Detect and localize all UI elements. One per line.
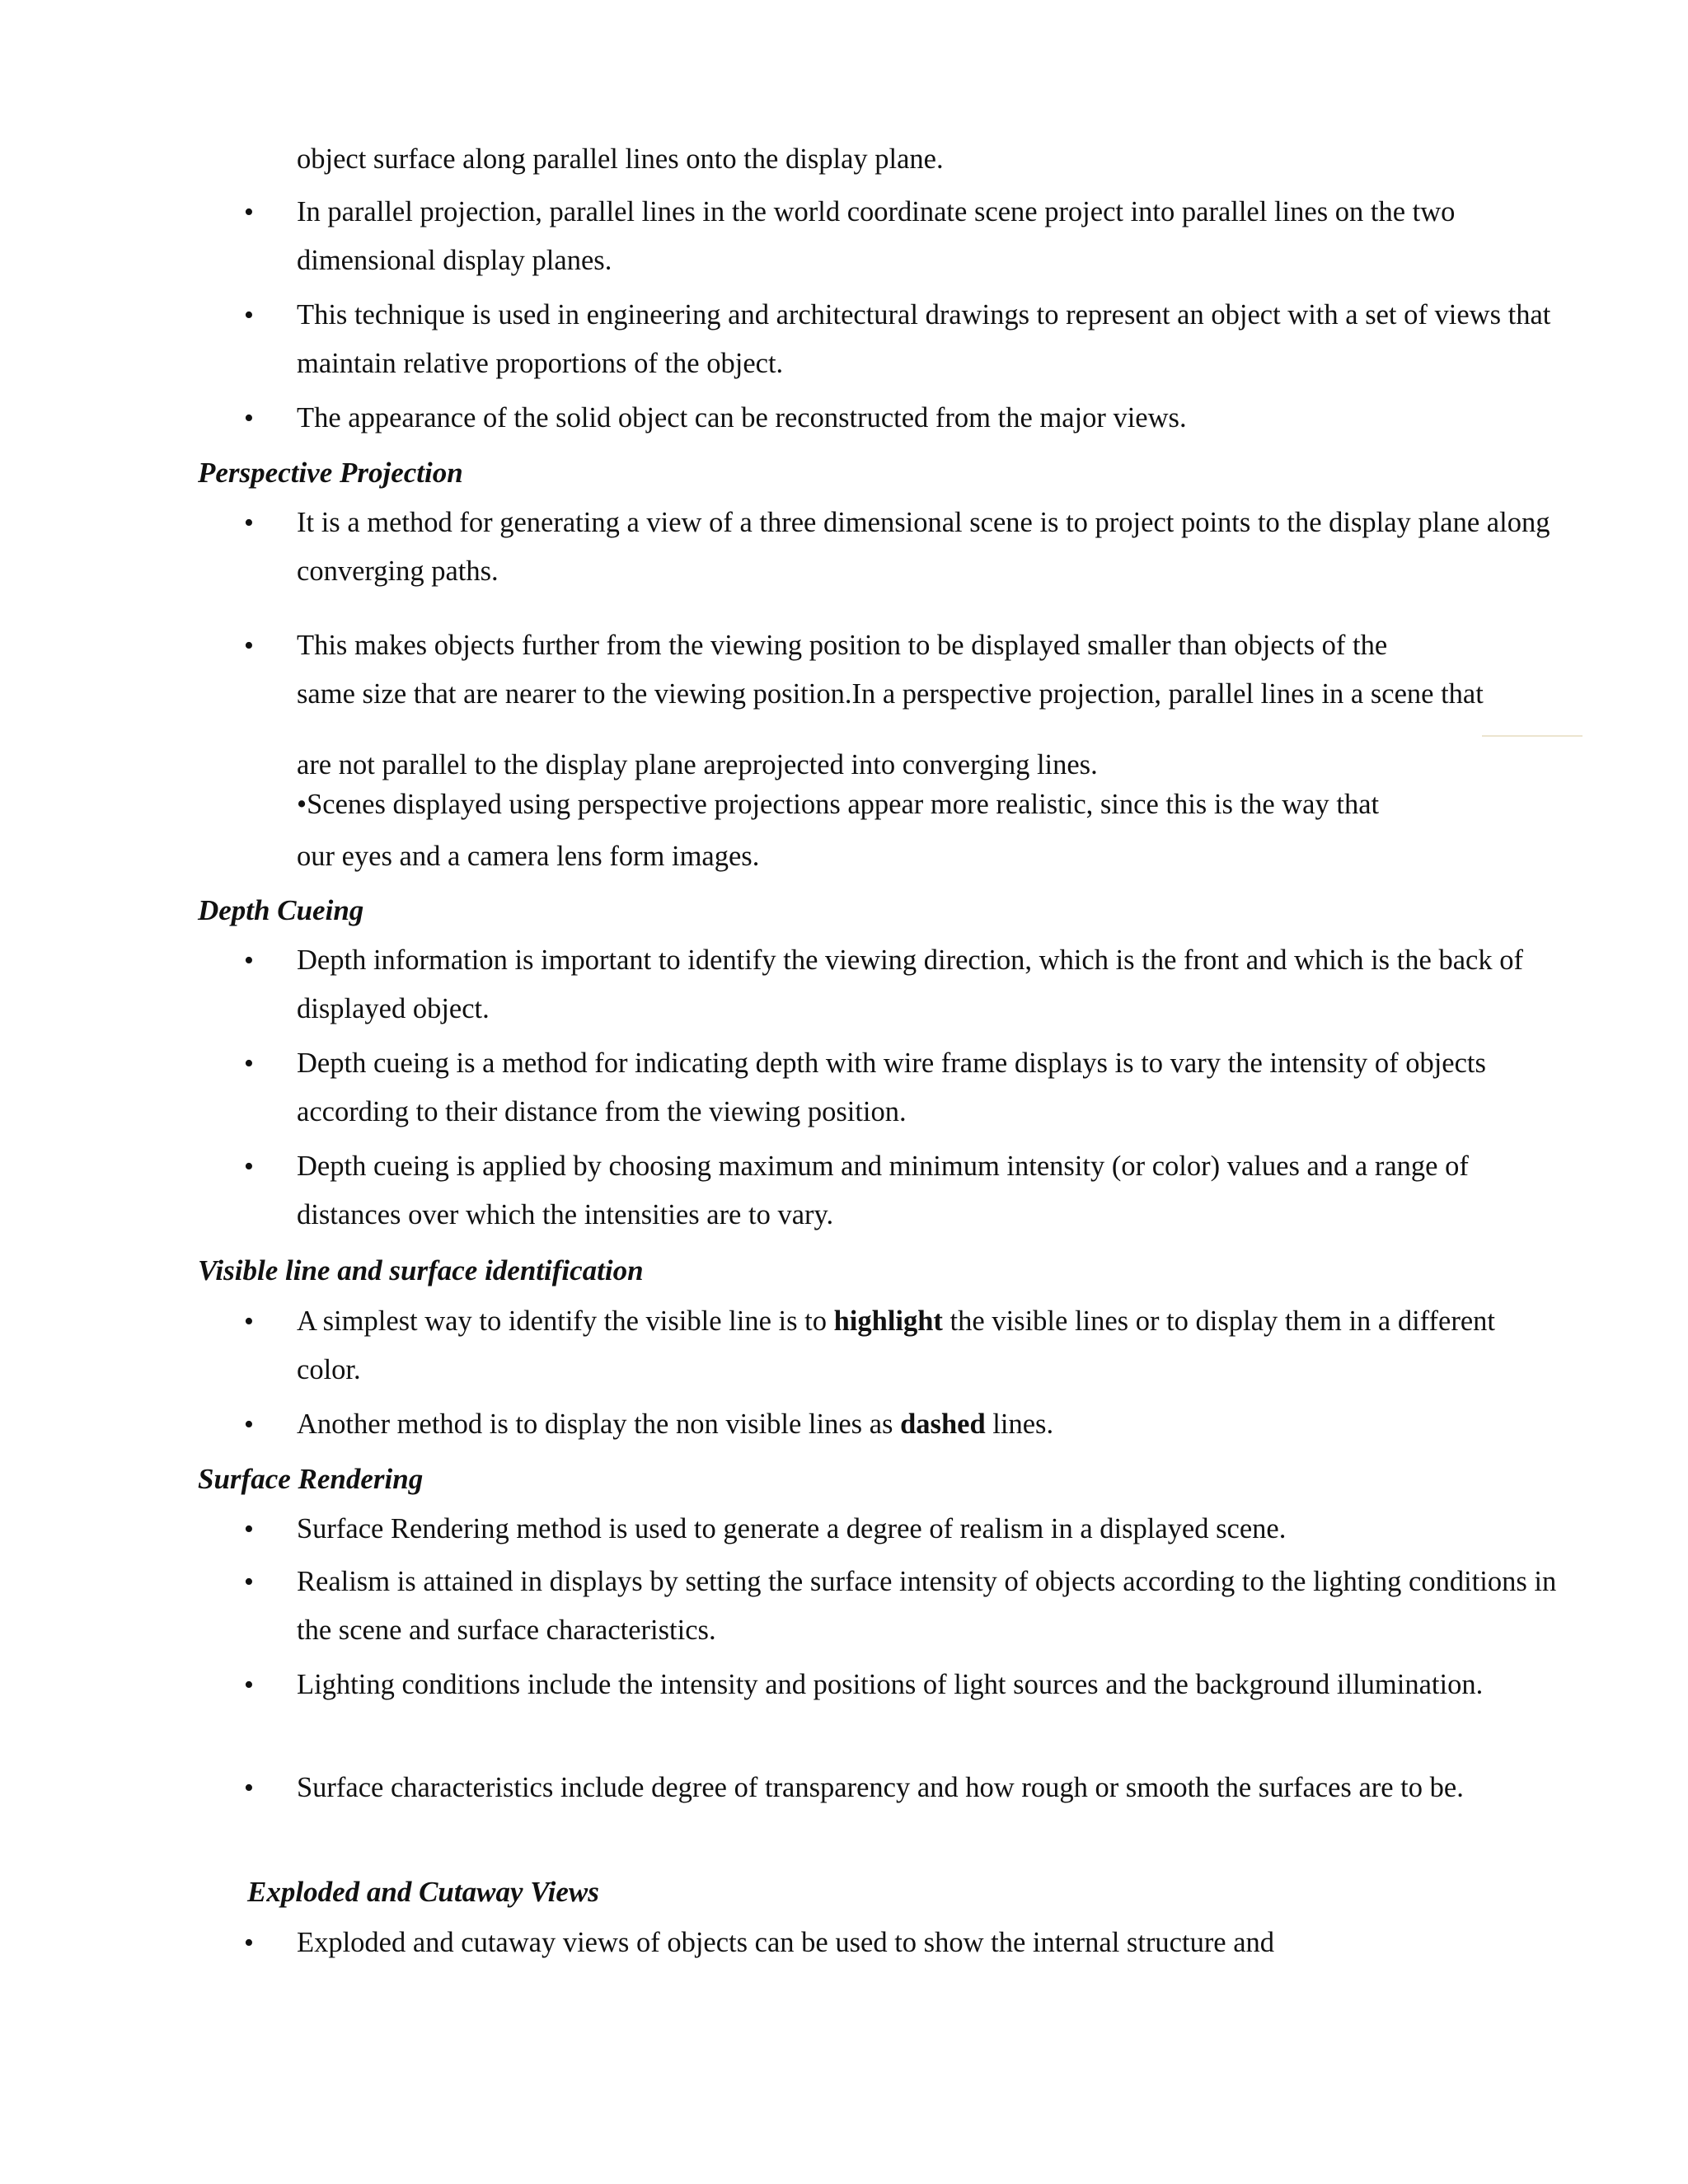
visible-bullet-2-text-b: lines. (985, 1408, 1054, 1440)
visible-bullet-2 (297, 1400, 1558, 1449)
perspective-bullet-1: It is a method for generating a view of a three dimensional scene is to project points to the display plane along converging paths. (297, 507, 1550, 587)
faint-divider (1482, 735, 1582, 737)
depth-bullet-1: Depth information is important to identify the viewing direction, which is the front and which is the back of displayed object. (297, 944, 1523, 1024)
bullet-marker: • (244, 1567, 254, 1597)
bullet-marker: • (244, 197, 254, 227)
parallel-bullet-3: The appearance of the solid object can be reconstructed from the major views. (297, 402, 1187, 434)
bullet-marker: • (244, 1048, 254, 1079)
perspective-bullet-2-line-5: our eyes and a camera lens form images. (297, 841, 760, 872)
highlight-emphasis: highlight (833, 1305, 943, 1337)
bullet-marker: • (244, 1306, 254, 1337)
visible-bullet-1 (297, 1297, 1558, 1394)
surface-bullet-1: Surface Rendering method is used to generate a degree of realism in a displayed scene. (297, 1513, 1287, 1544)
perspective-bullet-2-line-2: same size that are nearer to the viewing position.In a perspective projection, parallel lines in a scene that (297, 678, 1484, 710)
bullet-marker: • (244, 1151, 254, 1182)
bullet-marker: • (244, 1514, 254, 1544)
bullet-marker: • (244, 945, 254, 976)
bullet-marker: • (244, 1670, 254, 1700)
bullet-marker: • (244, 403, 254, 434)
bullet-marker: • (244, 300, 254, 330)
exploded-bullet-1: Exploded and cutaway views of objects can be used to show the internal structure and (297, 1927, 1275, 1958)
heading-depth-cueing: Depth Cueing (198, 894, 364, 926)
bullet-marker: • (244, 1928, 254, 1958)
intro-continuation: object surface along parallel lines onto the display plane. (297, 143, 944, 175)
surface-bullet-3: Lighting conditions include the intensity and positions of light sources and the background illumination. (297, 1669, 1484, 1700)
visible-bullet-1-text-b: the visible lines or to display them in a different color. (297, 1305, 1495, 1385)
perspective-bullet-2-line-3: are not parallel to the display plane areprojected into converging lines. (297, 749, 1098, 780)
bullet-marker: • (244, 1773, 254, 1803)
dashed-emphasis: dashed (900, 1408, 986, 1440)
heading-surface-rendering: Surface Rendering (198, 1463, 424, 1495)
depth-bullet-2: Depth cueing is a method for indicating depth with wire frame displays is to vary the intensity of objects according to their distance from the viewing position. (297, 1047, 1486, 1127)
surface-bullet-2: Realism is attained in displays by setting the surface intensity of objects according to the lighting conditions in the scene and surface characteristics. (297, 1566, 1557, 1646)
perspective-bullet-2-line-1: This makes objects further from the viewing position to be displayed smaller than objects of the (297, 630, 1388, 661)
visible-bullet-2-text-a: Another method is to display the non visible lines as (297, 1408, 901, 1440)
visible-bullet-1-text-a: A simplest way to identify the visible line is to (297, 1305, 834, 1337)
heading-exploded-cutaway-views: Exploded and Cutaway Views (247, 1876, 599, 1908)
perspective-bullet-2-line-4: •Scenes displayed using perspective projections appear more realistic, since this is the way that (297, 789, 1380, 820)
parallel-bullet-2: This technique is used in engineering and architectural drawings to represent an object with a set of views that maintain relative proportions of the object. (297, 299, 1551, 379)
parallel-bullet-1: In parallel projection, parallel lines in the world coordinate scene project into parallel lines on the two dimensional display planes. (297, 196, 1456, 276)
bullet-marker: • (244, 630, 254, 661)
heading-perspective-projection: Perspective Projection (198, 457, 463, 489)
depth-bullet-3: Depth cueing is applied by choosing maximum and minimum intensity (or color) values and a range of distances over which the intensities are to vary. (297, 1151, 1469, 1230)
bullet-marker: • (244, 508, 254, 538)
surface-bullet-4: Surface characteristics include degree of transparency and how rough or smooth the surfaces are to be. (297, 1772, 1464, 1803)
heading-visible-line-surface-identification: Visible line and surface identification (198, 1254, 644, 1286)
bullet-marker: • (244, 1409, 254, 1440)
